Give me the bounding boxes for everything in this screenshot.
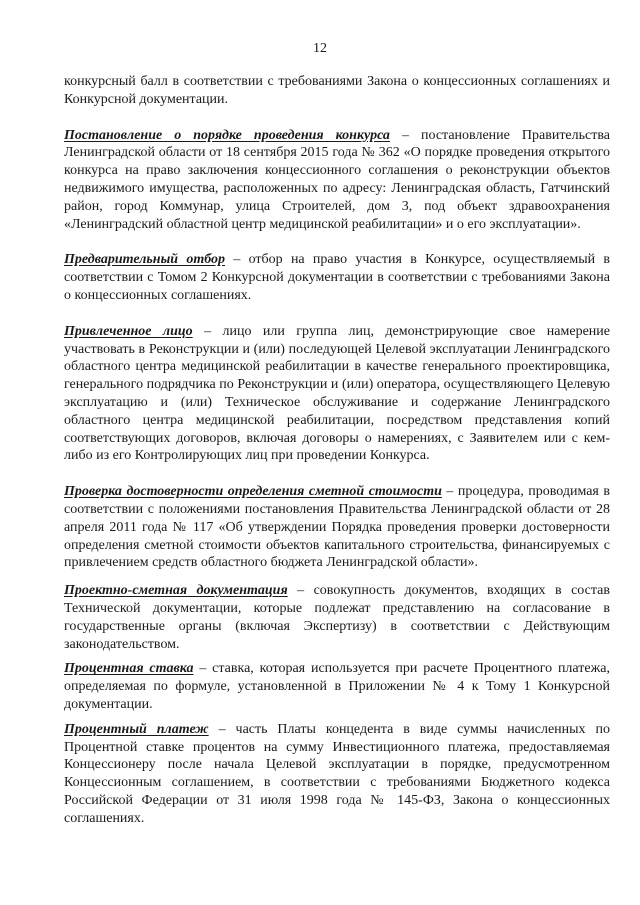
document-body — [64, 73, 610, 827]
definition-text: – постановление Правительства Ленинградской области от 18 сентября 2015 года № 362 «О порядке проведения открытого конкурса на право заключения концессионного соглашения о реконструкции объектов недвижимого имущества, расположенных по адресу: Ленинградская область, Гатчинский район, город Коммунар, улица Строителей, дом 3, под объект здравоохранения «Ленинградский областной центр медицинской реабилитации» и о его эксплуатации». — [64, 127, 610, 232]
definition-preliminary-selection — [64, 251, 610, 304]
definition-text: – отбор на право участия в Конкурсе, осуществляемый в соответствии с Томом 2 Конкурсной документации в соответствии с требованиями Закона о концессионных соглашениях. — [64, 252, 610, 303]
definition-term: Привлеченное лицо — [64, 323, 193, 339]
definition-text: – часть Платы концедента в виде суммы начисленных по Процентной ставке процентов на сумму Инвестиционного платежа, предоставляемая Концессионеру после начала Целевой эксплуатации в порядке, предусмотренном Концессионным соглашением, в соответствии с требованиями Бюджетного кодекса Российской Федерации от 31 июля 1998 года № 145-ФЗ, Закона о концессионных соглашениях. — [64, 721, 610, 826]
definition-term: Предварительный отбор — [64, 252, 226, 268]
definition-engaged-person — [64, 323, 610, 465]
paragraph-continuation — [64, 73, 610, 109]
page-number: 12 — [313, 41, 327, 56]
definition-design-estimate-documentation — [64, 582, 610, 653]
definition-text: – ставка, которая используется при расчете Процентного платежа, определяемая по формуле, установленной в Приложении № 4 к Тому 1 Конкурсной документации. — [64, 661, 610, 712]
definition-term: Процентная ставка — [64, 661, 194, 677]
definition-term: Постановление о порядке проведения конкурса — [64, 127, 390, 143]
definition-estimate-verification — [64, 483, 610, 572]
definition-text: – совокупность документов, входящих в состав Технической документации, которые подлежат представлению на согласование в государственные органы (включая Экспертизу) в соответствии с Действующим законодательством. — [64, 583, 610, 652]
definition-term: Проектно-сметная документация — [64, 583, 288, 599]
definition-interest-rate — [64, 660, 610, 713]
definition-competition-procedure-decree — [64, 127, 610, 234]
definition-term: Проверка достоверности определения сметной стоимости — [64, 484, 442, 500]
definition-text: – процедура, проводимая в соответствии с положениями постановления Правительства Ленинградской области от 28 апреля 2011 года № 117 «Об утверждении Порядка проведения проверки достоверности определения сметной стоимости объектов капитального строительства, финансируемых с привлечением средств областного бюджета Ленинградской области». — [64, 484, 610, 571]
definition-text: – лицо или группа лиц, демонстрирующие свое намерение участвовать в Реконструкции и (или) последующей Целевой эксплуатации Ленинградского областного центра медицинской реабилитации в качестве генерального проектировщика, генерального подрядчика по Реконструкции и (или) оператора, осуществляющего Целевую эксплуатацию и (или) Техническое обслуживание и содержание Ленинградского областного центра медицинской реабилитации, посредством представления копий соответствующих договоров, включая договоры о намерениях, с Заявителем или с кем-либо из его Контролирующих лиц при проведении Конкурса. — [64, 323, 610, 464]
definition-term: Процентный платеж — [64, 721, 209, 737]
definition-interest-payment — [64, 721, 610, 828]
paragraph-text: конкурсный балл в соответствии с требованиями Закона о концессионных соглашениях и Конкурсной документации. — [64, 74, 610, 107]
